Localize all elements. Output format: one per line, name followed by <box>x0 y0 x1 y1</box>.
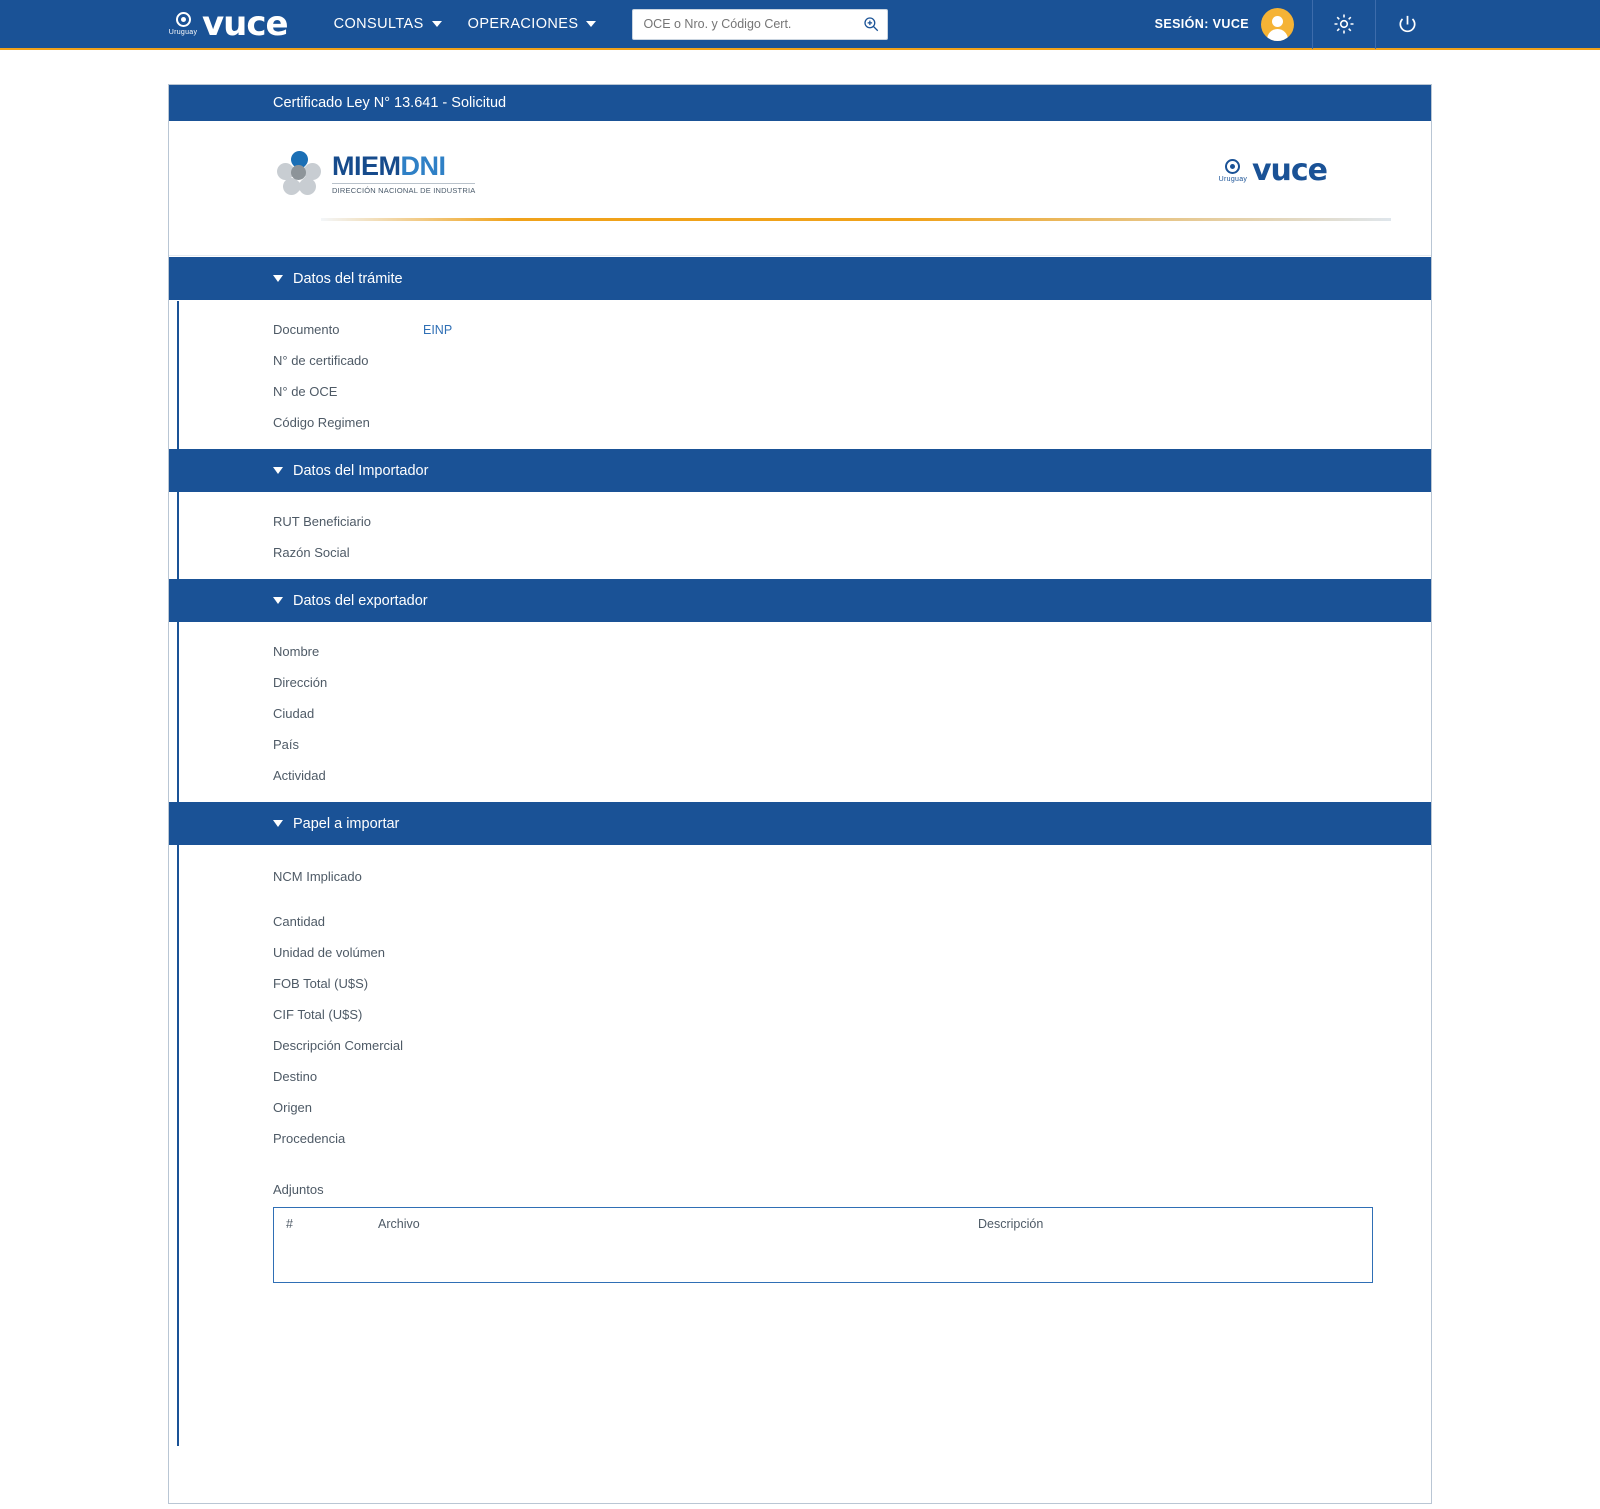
field-label: País <box>273 737 300 752</box>
sun-icon <box>1218 154 1248 188</box>
menu-item-consultas-label: CONSULTAS <box>333 16 424 32</box>
flower-icon <box>277 151 323 197</box>
field-label: CIF Total (U$S) <box>273 1007 363 1022</box>
field-label: Actividad <box>273 768 326 783</box>
search-box[interactable] <box>632 9 888 40</box>
section-body-papel-a-importar <box>169 845 1431 1164</box>
field-descripcion-comercial <box>169 1030 1431 1061</box>
org-logo-secondary: DNI <box>400 151 446 181</box>
page-title: Certificado Ley N° 13.641 - Solicitud <box>169 85 1431 121</box>
field-cantidad <box>169 906 1431 937</box>
vuce-logo-country: Uruguay <box>1218 175 1248 183</box>
chevron-down-icon <box>586 21 596 27</box>
field-nro-oce <box>169 376 1431 407</box>
decorative-rule <box>321 218 1391 221</box>
field-label: RUT Beneficiario <box>273 514 372 529</box>
attachments-table[interactable] <box>273 1207 1373 1283</box>
field-label: N° de certificado <box>273 353 369 368</box>
field-label: Documento <box>273 322 340 337</box>
caret-down-icon <box>273 820 283 827</box>
section-body-datos-exportador <box>169 622 1431 801</box>
section-title: Datos del trámite <box>293 270 403 287</box>
field-label: Ciudad <box>273 706 315 721</box>
vuce-logo[interactable] <box>168 4 288 44</box>
section-body-datos-tramite <box>169 300 1431 448</box>
field-destino <box>169 1061 1431 1092</box>
column-header-descripcion: Descripción <box>978 1217 1044 1231</box>
vuce-logo-word: vuce <box>1251 153 1327 188</box>
brand-country-label: Uruguay <box>168 29 198 36</box>
form-page <box>168 84 1432 1504</box>
section-title: Papel a importar <box>293 815 400 832</box>
field-label: Nombre <box>273 644 320 659</box>
session-area <box>1155 0 1600 49</box>
section-header-datos-exportador[interactable] <box>169 578 1431 622</box>
section-title: Datos del exportador <box>293 592 428 609</box>
field-pais <box>169 729 1431 760</box>
caret-down-icon <box>273 597 283 604</box>
sun-icon <box>168 7 198 41</box>
field-ncm-implicado <box>169 859 1431 906</box>
divider <box>1375 0 1376 49</box>
column-header-archivo: Archivo <box>378 1217 420 1231</box>
field-nro-certificado <box>169 345 1431 376</box>
field-ciudad <box>169 698 1431 729</box>
field-nombre <box>169 636 1431 667</box>
menu-item-consultas[interactable] <box>334 16 442 32</box>
field-cif-total <box>169 999 1431 1030</box>
user-avatar-icon[interactable] <box>1261 8 1294 41</box>
field-rut-beneficiario <box>169 506 1431 537</box>
column-header-index: # <box>286 1217 293 1231</box>
org-logo-subtitle: DIRECCIÓN NACIONAL DE INDUSTRIA <box>332 183 475 195</box>
power-icon[interactable] <box>1394 11 1420 37</box>
main-menu <box>334 16 597 32</box>
miem-dni-logo <box>277 151 475 197</box>
caret-down-icon <box>273 275 283 282</box>
field-procedencia <box>169 1123 1431 1154</box>
field-fob-total <box>169 968 1431 999</box>
session-label: SESIÓN: VUCE <box>1154 17 1249 31</box>
top-navigation-bar <box>0 0 1600 50</box>
left-accent-line <box>177 301 179 1446</box>
menu-item-operaciones-label: OPERACIONES <box>467 16 579 32</box>
vuce-secondary-logo <box>1218 153 1327 188</box>
attachments-label: Adjuntos <box>273 1182 324 1197</box>
field-label: Destino <box>273 1069 318 1084</box>
field-label: Razón Social <box>273 545 350 560</box>
field-label: Unidad de volúmen <box>273 945 386 960</box>
gear-icon[interactable] <box>1331 11 1357 37</box>
field-label: Origen <box>273 1100 313 1115</box>
field-razon-social <box>169 537 1431 568</box>
field-documento <box>169 314 1431 345</box>
section-header-datos-tramite[interactable] <box>169 256 1431 300</box>
field-label: Cantidad <box>273 914 326 929</box>
field-label: FOB Total (U$S) <box>273 976 369 991</box>
section-body-datos-importador <box>169 492 1431 578</box>
field-value-documento[interactable]: EINP <box>423 323 453 337</box>
field-codigo-regimen <box>169 407 1431 438</box>
field-label: NCM Implicado <box>273 869 362 884</box>
menu-item-operaciones[interactable] <box>468 16 597 32</box>
field-label: Descripción Comercial <box>273 1038 404 1053</box>
search-zoom-icon[interactable] <box>862 15 880 33</box>
section-header-papel-a-importar[interactable] <box>169 801 1431 845</box>
field-label: Dirección <box>273 675 328 690</box>
field-actividad <box>169 760 1431 791</box>
field-direccion <box>169 667 1431 698</box>
caret-down-icon <box>273 467 283 474</box>
section-title: Datos del Importador <box>293 462 429 479</box>
divider <box>1312 0 1313 49</box>
section-header-datos-importador[interactable] <box>169 448 1431 492</box>
field-label: N° de OCE <box>273 384 338 399</box>
org-logo-main: MIEM <box>332 151 401 181</box>
attachments-section <box>169 1164 1431 1283</box>
chevron-down-icon <box>432 21 442 27</box>
search-input[interactable] <box>632 9 888 40</box>
brand-wordmark: vuce <box>202 4 288 44</box>
logo-band <box>169 121 1431 256</box>
field-origen <box>169 1092 1431 1123</box>
attachments-table-header <box>274 1208 1372 1231</box>
field-label: Procedencia <box>273 1131 346 1146</box>
field-label: Código Regimen <box>273 415 370 430</box>
field-unidad-volumen <box>169 937 1431 968</box>
